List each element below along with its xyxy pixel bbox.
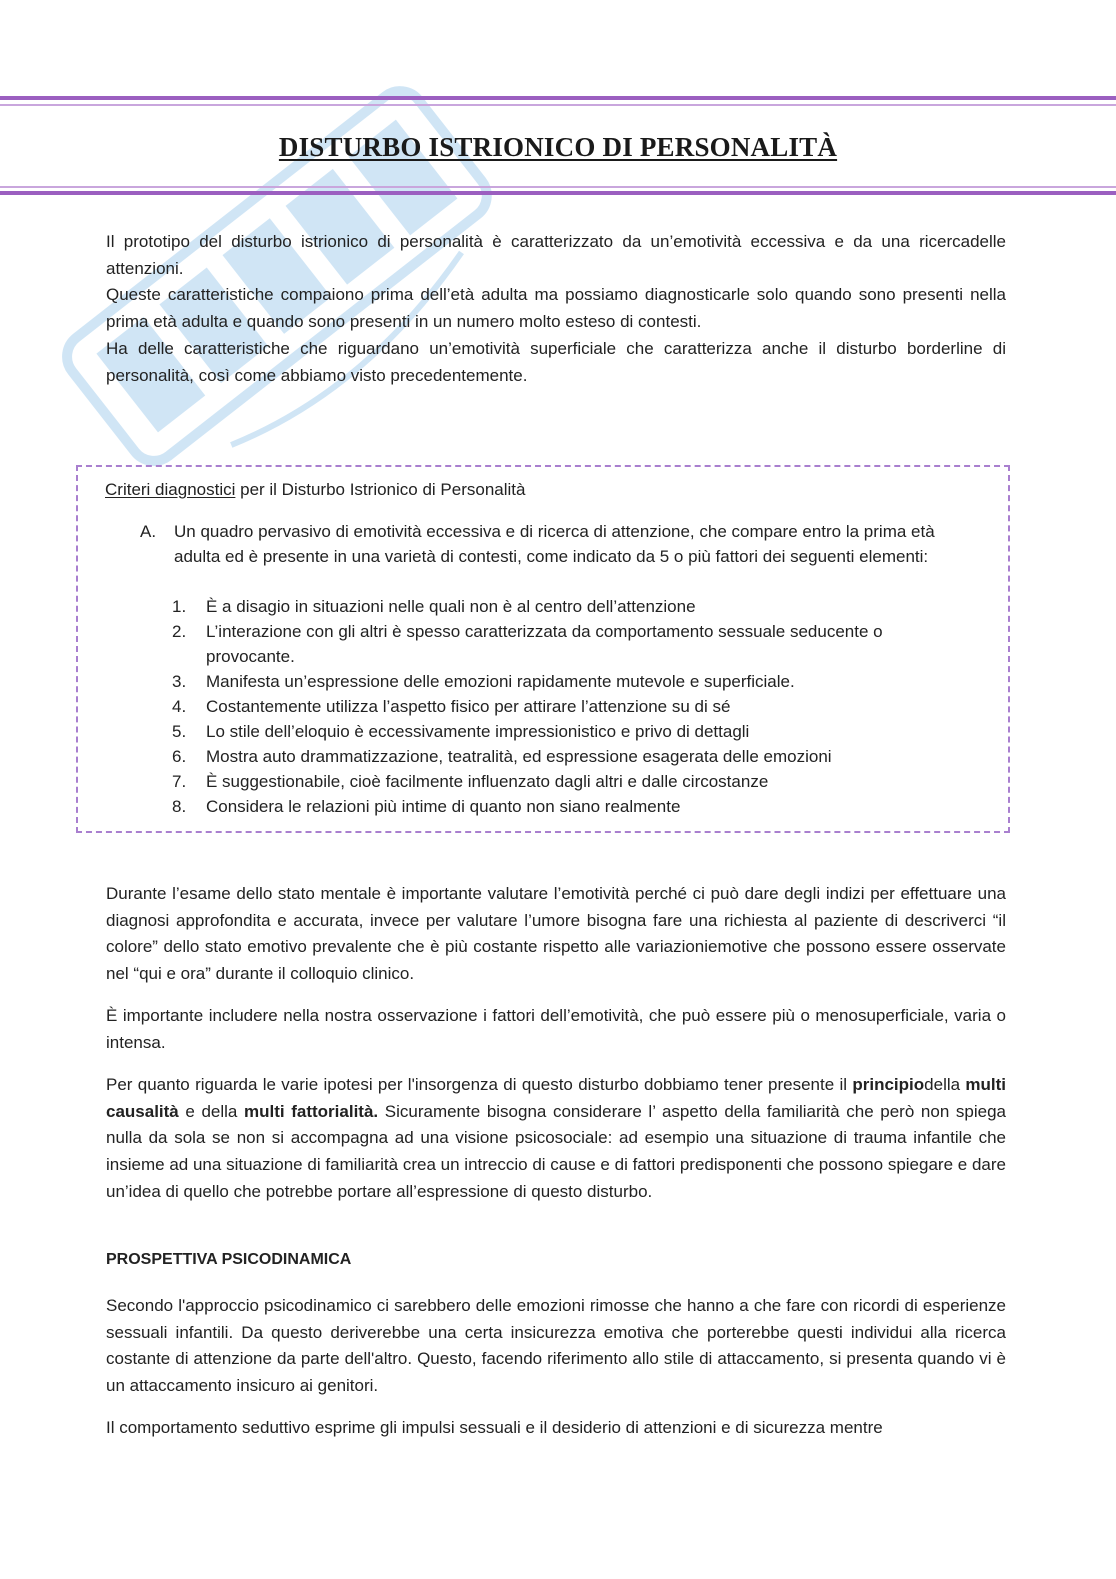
list-item xyxy=(172,594,972,619)
list-item-text: È a disagio in situazioni nelle quali non è al centro dell’attenzione xyxy=(206,597,696,616)
list-item-number: 5. xyxy=(172,722,187,741)
p3-bold-multi-fattorialita: multi fattorialità. xyxy=(244,1101,379,1121)
section-heading-psicodinamica: PROSPETTIVA PSICODINAMICA xyxy=(106,1251,352,1268)
list-item-number: 1. xyxy=(172,597,187,616)
list-item xyxy=(172,719,972,744)
list-item xyxy=(172,769,972,794)
list-item-number: 2. xyxy=(172,622,187,641)
list-item xyxy=(172,669,972,694)
criterion-a-letter: A. xyxy=(140,522,157,541)
p3-part2: della xyxy=(924,1075,966,1094)
paragraph-approccio-psicodinamico: Secondo l'approccio psicodinamico ci sarebbero delle emozioni rimosse che hanno a che fare con ricordi di esperienze sessuali infantili. Da questo deriverebbe una certa insicurezza emotiva che porterebbe questi individui alla ricerca costante di attenzione da parte dell'altro. Questo, facendo riferimento allo stile di attaccamento, si presenta quando vi è un attaccamento insicuro ai genitori. xyxy=(106,1296,1006,1396)
list-item-text: Considera le relazioni più intime di quanto non siano realmente xyxy=(206,797,681,816)
criterion-a xyxy=(140,519,980,569)
list-item xyxy=(172,794,972,819)
paragraph-fattori-emotivita: È importante includere nella nostra osservazione i fattori dell’emotività, che può essere più o menosuperficiale, varia o intensa. xyxy=(106,1006,1006,1052)
intro-paragraph: Il prototipo del disturbo istrionico di personalità è caratterizzato da un’emotività eccessiva e da una ricercadelle attenzioni. Queste caratteristiche compaiono prima dell’età adulta ma possiamo diagnosticarle solo quando sono presenti nella prima età adulta e quando sono presenti in un numero molto esteso di contesti. Ha delle caratteristiche che riguardano un’emotività superficiale che caratterizza anche il disturbo borderline di personalità, così come abbiamo visto precedentemente. xyxy=(106,232,1006,385)
criteria-title-underlined: Criteri diagnostici xyxy=(105,480,236,499)
criterion-a-text: Un quadro pervasivo di emotività eccessiva e di ricerca di attenzione, che compare entro la prima età adulta ed è presente in una varietà di contesti, come indicato da 5 o più fattori dei seguenti elementi: xyxy=(174,522,935,566)
list-item-text: L’interazione con gli altri è spesso caratterizzata da comportamento sessuale seducente o provocante. xyxy=(206,622,883,666)
list-item-number: 4. xyxy=(172,697,187,716)
list-item xyxy=(172,694,972,719)
list-item xyxy=(172,619,972,669)
paragraph-esame-stato-mentale: Durante l’esame dello stato mentale è importante valutare l’emotività perché ci può dare degli indizi per effettuare una diagnosi approfondita e accurata, invece per valutare l’umore bisogna fare una richiesta al paziente di descriverci “il colore” dello stato emotivo prevalente che è più costante rispetto alle variazioniemotive che possono essere osservate nel “qui e ora” durante il colloquio clinico. xyxy=(106,884,1006,984)
list-item xyxy=(172,744,972,769)
paragraph-comportamento-seduttivo: Il comportamento seduttivo esprime gli impulsi sessuali e il desiderio di attenzioni e di sicurezza mentre xyxy=(106,1418,883,1437)
list-item-text: Costantemente utilizza l’aspetto fisico per attirare l’attenzione su di sé xyxy=(206,697,731,716)
list-item-text: È suggestionabile, cioè facilmente influenzato dagli altri e dalle circostanze xyxy=(206,772,769,791)
header-band-top xyxy=(0,96,1116,110)
list-item-number: 3. xyxy=(172,672,187,691)
criteria-sublist xyxy=(172,594,972,819)
list-item-text: Lo stile dell’eloquio è eccessivamente impressionistico e privo di dettagli xyxy=(206,722,750,741)
paragraph-ipotesi-insorgenza xyxy=(106,1072,1006,1206)
list-item-number: 6. xyxy=(172,747,187,766)
list-item-number: 7. xyxy=(172,772,187,791)
page-title: DISTURBO ISTRIONICO DI PERSONALITÀ xyxy=(278,132,838,162)
list-item-number: 8. xyxy=(172,797,187,816)
list-item-text: Mostra auto drammatizzazione, teatralità, ed espressione esagerata delle emozioni xyxy=(206,747,832,766)
p3-bold-multi-causalita: multi causalità xyxy=(106,1075,1006,1121)
header-band-bottom xyxy=(0,186,1116,200)
criteria-title xyxy=(105,478,525,502)
p3-part1: Per quanto riguarda le varie ipotesi per l'insorgenza di questo disturbo dobbiamo tener presente il xyxy=(106,1075,853,1094)
criteria-title-rest: per il Disturbo Istrionico di Personalità xyxy=(235,480,526,499)
p3-bold-principio: principio xyxy=(852,1075,925,1094)
p3-part4: Sicuramente bisogna considerare l’ aspetto della familiarità che però non spiega nulla da sola se non si accompagna ad una visione psicosociale: ad esempio una situazione di trauma infantile che insieme ad una situazione di familiarità crea un intreccio di cause e di fattori predisponenti che possono spiegare e dare un’idea di quello che potrebbe portare all’espressione di questo disturbo. xyxy=(106,1101,1006,1201)
list-item-text: Manifesta un’espressione delle emozioni rapidamente mutevole e superficiale. xyxy=(206,672,795,691)
p3-part3: e della xyxy=(178,1101,244,1121)
